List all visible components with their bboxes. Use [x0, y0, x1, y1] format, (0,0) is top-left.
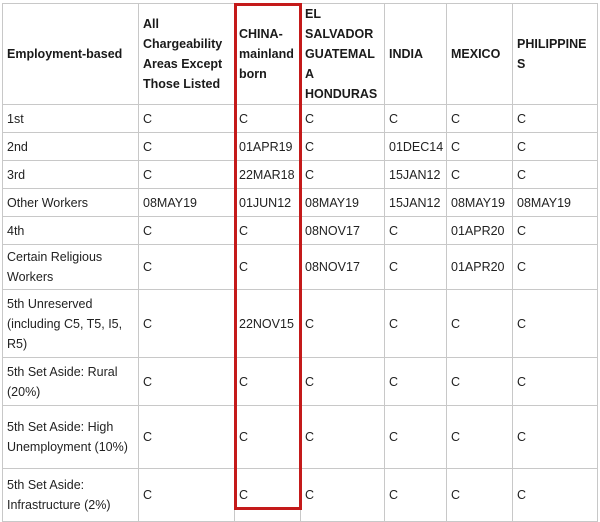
table-cell: C	[447, 469, 513, 522]
table-cell: C	[301, 133, 385, 161]
table-cell: 22MAR18	[235, 161, 301, 189]
table-row	[3, 358, 598, 406]
table-row	[3, 406, 598, 469]
row-label: 2nd	[3, 133, 139, 161]
table-row	[3, 133, 598, 161]
table-cell: C	[513, 217, 598, 245]
table-cell: C	[301, 161, 385, 189]
row-label: 5th Set Aside: Infrastructure (2%)	[3, 469, 139, 522]
table-cell: C	[235, 105, 301, 133]
header-cell: EL SALVADOR GUATEMALA HONDURAS	[301, 4, 385, 105]
table-cell: C	[385, 245, 447, 290]
table-cell: 15JAN12	[385, 161, 447, 189]
table-cell: C	[301, 406, 385, 469]
table-cell: C	[235, 245, 301, 290]
table-row	[3, 469, 598, 522]
table-cell: C	[447, 406, 513, 469]
table-cell: 01APR20	[447, 245, 513, 290]
table-cell: C	[139, 133, 235, 161]
table-cell: C	[139, 469, 235, 522]
table-cell: C	[139, 406, 235, 469]
header-cell: Employment-based	[3, 4, 139, 105]
header-row	[3, 4, 598, 105]
table-cell: C	[385, 290, 447, 358]
table-cell: C	[447, 133, 513, 161]
table-row	[3, 217, 598, 245]
table-row	[3, 290, 598, 358]
table-cell: 08NOV17	[301, 217, 385, 245]
table-cell: C	[139, 161, 235, 189]
table-cell: C	[139, 290, 235, 358]
header-cell: CHINA-mainland born	[235, 4, 301, 105]
table-cell: 15JAN12	[385, 189, 447, 217]
table-cell: 01APR20	[447, 217, 513, 245]
row-label: Certain Religious Workers	[3, 245, 139, 290]
table-cell: 01DEC14	[385, 133, 447, 161]
table-cell: C	[513, 133, 598, 161]
table-cell: C	[513, 290, 598, 358]
table-cell: C	[139, 105, 235, 133]
table-cell: C	[513, 161, 598, 189]
table-cell: C	[513, 358, 598, 406]
table-cell: 08MAY19	[513, 189, 598, 217]
table-cell: 08NOV17	[301, 245, 385, 290]
table-cell: 08MAY19	[447, 189, 513, 217]
table-cell: C	[301, 290, 385, 358]
table-cell: 08MAY19	[301, 189, 385, 217]
table-cell: 01JUN12	[235, 189, 301, 217]
table-cell: C	[301, 469, 385, 522]
row-label: 4th	[3, 217, 139, 245]
row-label: 5th Set Aside: High Unemployment (10%)	[3, 406, 139, 469]
table-row	[3, 161, 598, 189]
table-cell: C	[447, 161, 513, 189]
table-cell: C	[385, 217, 447, 245]
table-row	[3, 105, 598, 133]
visa-bulletin-table-container	[2, 3, 597, 512]
table-cell: C	[447, 358, 513, 406]
header-cell: All Chargeability Areas Except Those Listed	[139, 4, 235, 105]
table-cell: C	[301, 358, 385, 406]
table-cell: C	[385, 358, 447, 406]
row-label: Other Workers	[3, 189, 139, 217]
table-cell: C	[139, 245, 235, 290]
table-cell: C	[447, 105, 513, 133]
table-cell: C	[513, 245, 598, 290]
table-cell: C	[235, 217, 301, 245]
table-cell: C	[235, 358, 301, 406]
row-label: 1st	[3, 105, 139, 133]
row-label: 3rd	[3, 161, 139, 189]
table-row	[3, 245, 598, 290]
table-cell: C	[513, 469, 598, 522]
table-cell: C	[301, 105, 385, 133]
table-cell: C	[385, 105, 447, 133]
header-cell: INDIA	[385, 4, 447, 105]
table-cell: C	[385, 406, 447, 469]
table-cell: C	[235, 469, 301, 522]
header-cell: PHILIPPINES	[513, 4, 598, 105]
row-label: 5th Set Aside: Rural (20%)	[3, 358, 139, 406]
table-cell: C	[139, 358, 235, 406]
table-cell: 22NOV15	[235, 290, 301, 358]
table-cell: 01APR19	[235, 133, 301, 161]
table-cell: 08MAY19	[139, 189, 235, 217]
table-cell: C	[235, 406, 301, 469]
header-cell: MEXICO	[447, 4, 513, 105]
table-cell: C	[139, 217, 235, 245]
table-cell: C	[447, 290, 513, 358]
row-label: 5th Unreserved (including C5, T5, I5, R5)	[3, 290, 139, 358]
table-cell: C	[513, 406, 598, 469]
visa-bulletin-table	[2, 3, 598, 522]
table-cell: C	[513, 105, 598, 133]
table-row	[3, 189, 598, 217]
table-cell: C	[385, 469, 447, 522]
